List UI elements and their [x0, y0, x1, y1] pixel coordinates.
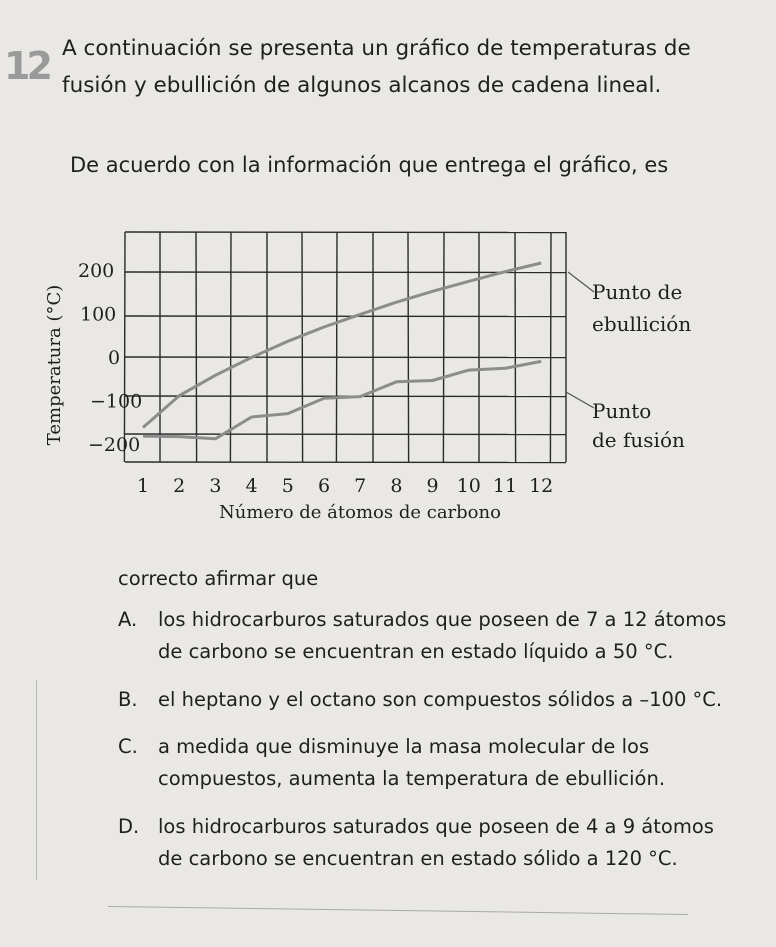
- x-tick-label: 1: [136, 475, 150, 497]
- grid-line-v: [302, 232, 303, 462]
- legend-melting-label: Punto de fusión: [592, 399, 685, 452]
- grid-line-v: [196, 232, 197, 462]
- x-tick-label: 2: [173, 475, 186, 497]
- bottom-rule: [108, 906, 688, 915]
- legend-boiling-label: Punto de ebullición: [592, 280, 692, 336]
- grid-line-v: [550, 232, 551, 462]
- grid-line-v: [443, 232, 444, 462]
- x-tick-labels: [137, 475, 553, 497]
- x-tick-label: 4: [245, 475, 258, 497]
- option-letter: D.: [118, 815, 140, 838]
- grid-line-h: [125, 232, 566, 233]
- answer-options: [118, 604, 738, 875]
- grid-line-v: [124, 232, 125, 462]
- grid-line-v: [515, 232, 516, 462]
- option-c[interactable]: [118, 731, 738, 795]
- grid-line-h: [125, 316, 566, 317]
- legend: [566, 272, 691, 452]
- y-tick-labels: [78, 260, 142, 456]
- x-tick-label: 8: [390, 475, 403, 497]
- option-text: los hidrocarburos saturados que poseen de 4 a 9 átomos de carbono se encuentran en estado sólido a 120 °C.: [158, 815, 714, 870]
- option-text: el heptano y el octano son compuestos sólidos a –100 °C.: [158, 688, 723, 711]
- question-stem: De acuerdo con la información que entrega el gráfico, es: [70, 153, 669, 177]
- grid-line-h: [125, 434, 566, 435]
- grid-line-h: [125, 357, 566, 358]
- x-tick-label: 12: [529, 475, 554, 497]
- y-tick-label: 0: [108, 347, 121, 369]
- option-text: a medida que disminuye la masa molecular de los compuestos, aumenta la temperatura de ebullición.: [158, 735, 666, 790]
- x-tick-label: 10: [456, 475, 481, 497]
- option-text: los hidrocarburos saturados que poseen de 7 a 12 átomos de carbono se encuentran en estado líquido a 50 °C.: [158, 608, 727, 663]
- y-tick-label: 100: [80, 303, 117, 326]
- option-letter: A.: [118, 608, 138, 631]
- question-number: 12: [4, 44, 49, 88]
- boiling-leader-line: [568, 272, 594, 292]
- option-b[interactable]: [118, 684, 738, 716]
- option-d[interactable]: [118, 811, 738, 875]
- option-letter: C.: [118, 735, 138, 758]
- grid-line-v: [408, 232, 409, 462]
- x-tick-label: 3: [209, 475, 222, 497]
- melting-leader-line: [566, 392, 594, 408]
- x-axis-label: Número de átomos de carbono: [219, 502, 501, 523]
- grid-line-v: [336, 232, 337, 462]
- question-lead: correcto afirmar que: [118, 567, 319, 590]
- series-boiling-line: [143, 263, 541, 427]
- grid-horizontal: [125, 232, 566, 463]
- option-a[interactable]: [118, 604, 738, 668]
- grid-line-v: [230, 232, 231, 462]
- x-tick-label: 9: [426, 475, 439, 497]
- y-tick-label: −200: [88, 434, 141, 456]
- option-letter: B.: [118, 688, 138, 711]
- x-tick-label: 5: [281, 475, 294, 497]
- grid-line-h: [125, 462, 566, 463]
- series-melting-line: [143, 361, 541, 438]
- y-tick-label: 200: [78, 260, 115, 282]
- y-axis-label: Temperatura (°C): [44, 284, 65, 446]
- x-tick-label: 7: [354, 475, 367, 497]
- grid-vertical: [124, 232, 566, 462]
- series-lines: [143, 263, 541, 439]
- y-tick-label: −100: [90, 390, 143, 413]
- question-intro: A continuación se presenta un gráfico de temperaturas de fusión y ebullición de algunos alcanos de cadena lineal.: [62, 36, 691, 98]
- margin-rule: [36, 680, 37, 880]
- x-tick-label: 11: [492, 475, 518, 497]
- x-tick-label: 6: [317, 475, 331, 497]
